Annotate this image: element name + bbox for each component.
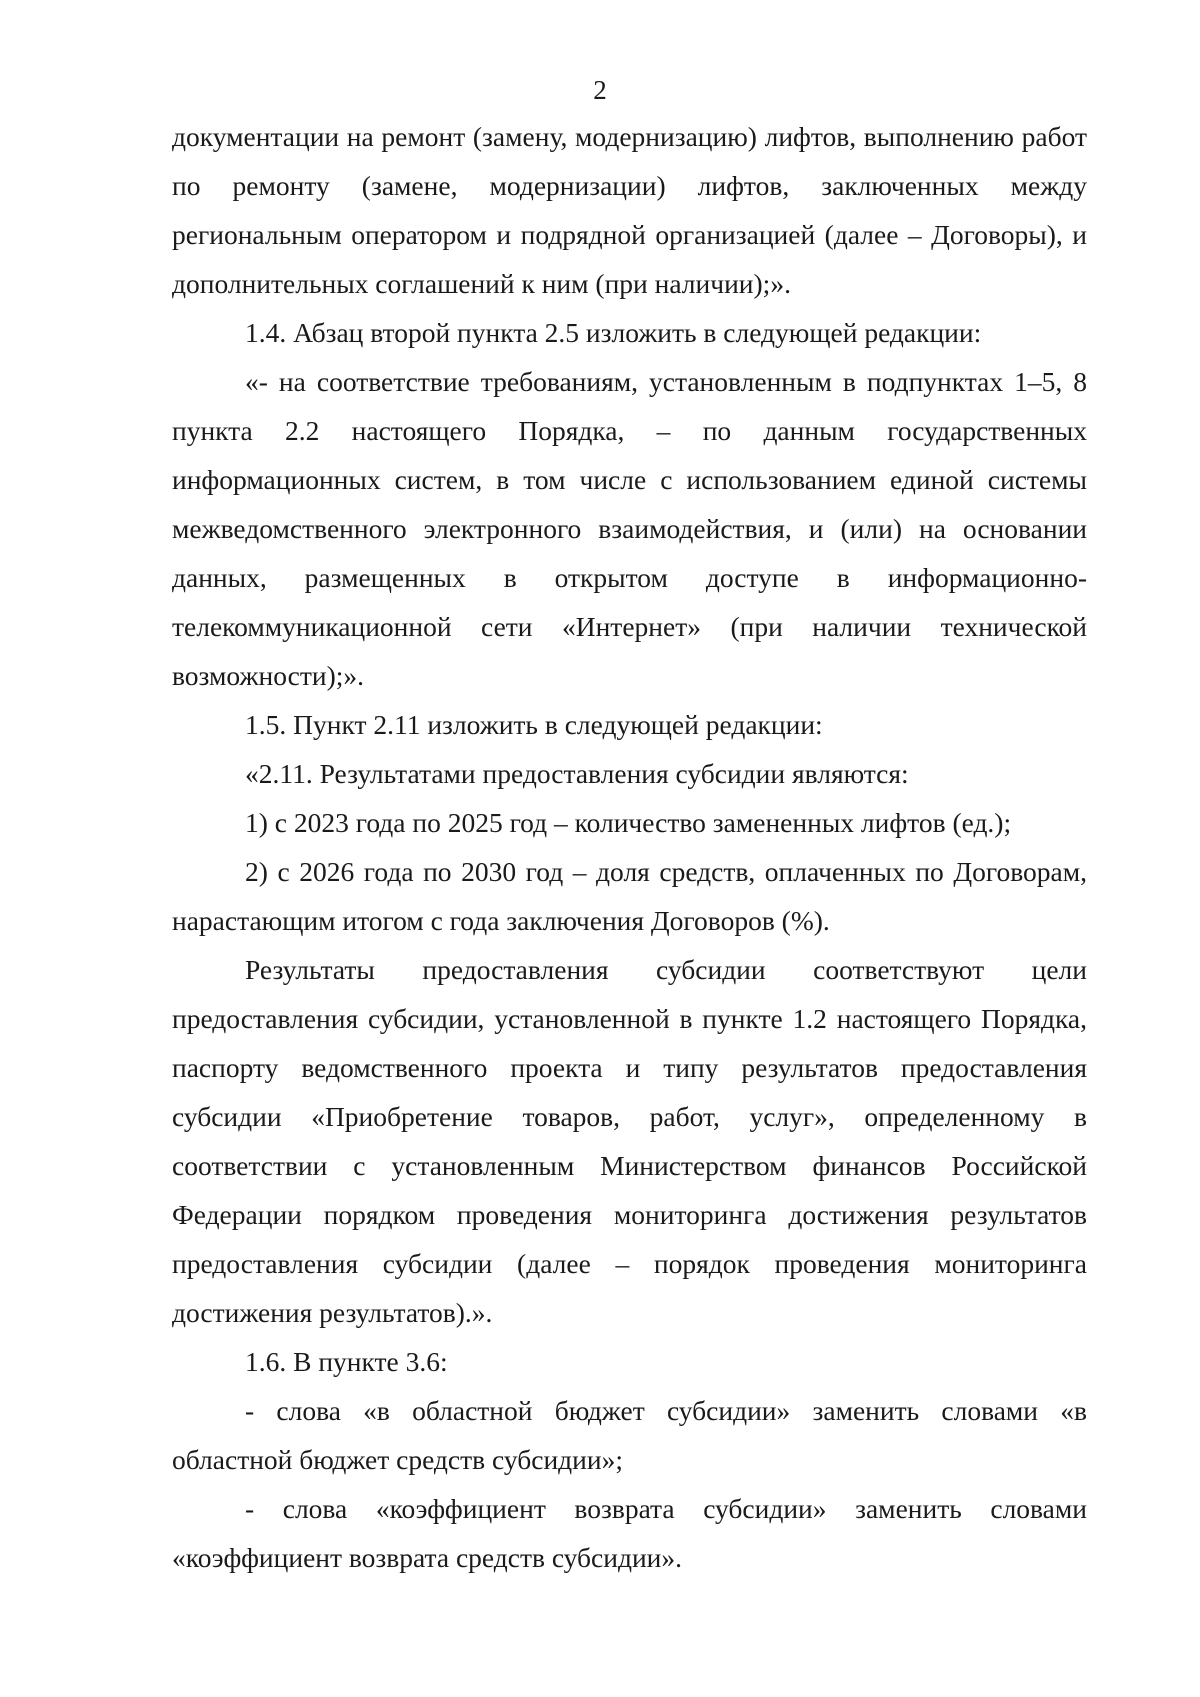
document-body: [172, 112, 1087, 1582]
paragraph-item-1-4: 1.4. Абзац второй пункта 2.5 изложить в следующей редакции:: [245, 317, 982, 348]
paragraph-replace-1: - слова «в областной бюджет субсидии» заменить словами «в областной бюджет средств субсидии»;: [172, 1395, 1087, 1475]
paragraph-continuation: документации на ремонт (замену, модернизацию) лифтов, выполнению работ по ремонту (замене, модернизации) лифтов, заключенных между региональным оператором и подрядной организацией (далее – Договоры), и дополнительных соглашений к ним (при наличии);».: [172, 121, 1087, 299]
paragraph-results-correspond: Результаты предоставления субсидии соответствуют цели предоставления субсидии, установленной в пункте 1.2 настоящего Порядка, паспорту ведомственного проекта и типу результатов предоставления субсидии «Приобретение товаров, работ, услуг», определенному в соответствии с установленным Министерством финансов Российской Федерации порядком проведения мониторинга достижения результатов предоставления субсидии (далее – порядок проведения мониторинга достижения результатов).».: [172, 954, 1087, 1328]
paragraph-item-1-6: 1.6. В пункте 3.6:: [245, 1346, 448, 1377]
paragraph-item-1-5: 1.5. Пункт 2.11 изложить в следующей редакции:: [245, 709, 823, 740]
paragraph-quote-2-5: «- на соответствие требованиям, установленным в подпунктах 1–5, 8 пункта 2.2 настоящего Порядка, – по данным государственных информационных систем, в том числе с использованием единой системы межведомственного электронного взаимодействия, и (или) на основании данных, размещенных в открытом доступе в информационно-телекоммуникационной сети «Интернет» (при наличии технической возможности);».: [172, 366, 1087, 691]
paragraph-replace-2: - слова «коэффициент возврата субсидии» заменить словами «коэффициент возврата средств субсидии».: [172, 1493, 1087, 1573]
paragraph-result-2: 2) с 2026 года по 2030 год – доля средств, оплаченных по Договорам, нарастающим итогом с года заключения Договоров (%).: [172, 856, 1087, 936]
paragraph-result-1: 1) с 2023 года по 2025 год – количество замененных лифтов (ед.);: [245, 807, 1012, 838]
paragraph-quote-2-11: «2.11. Результатами предоставления субсидии являются:: [245, 758, 909, 789]
page-number: 2: [593, 75, 607, 105]
